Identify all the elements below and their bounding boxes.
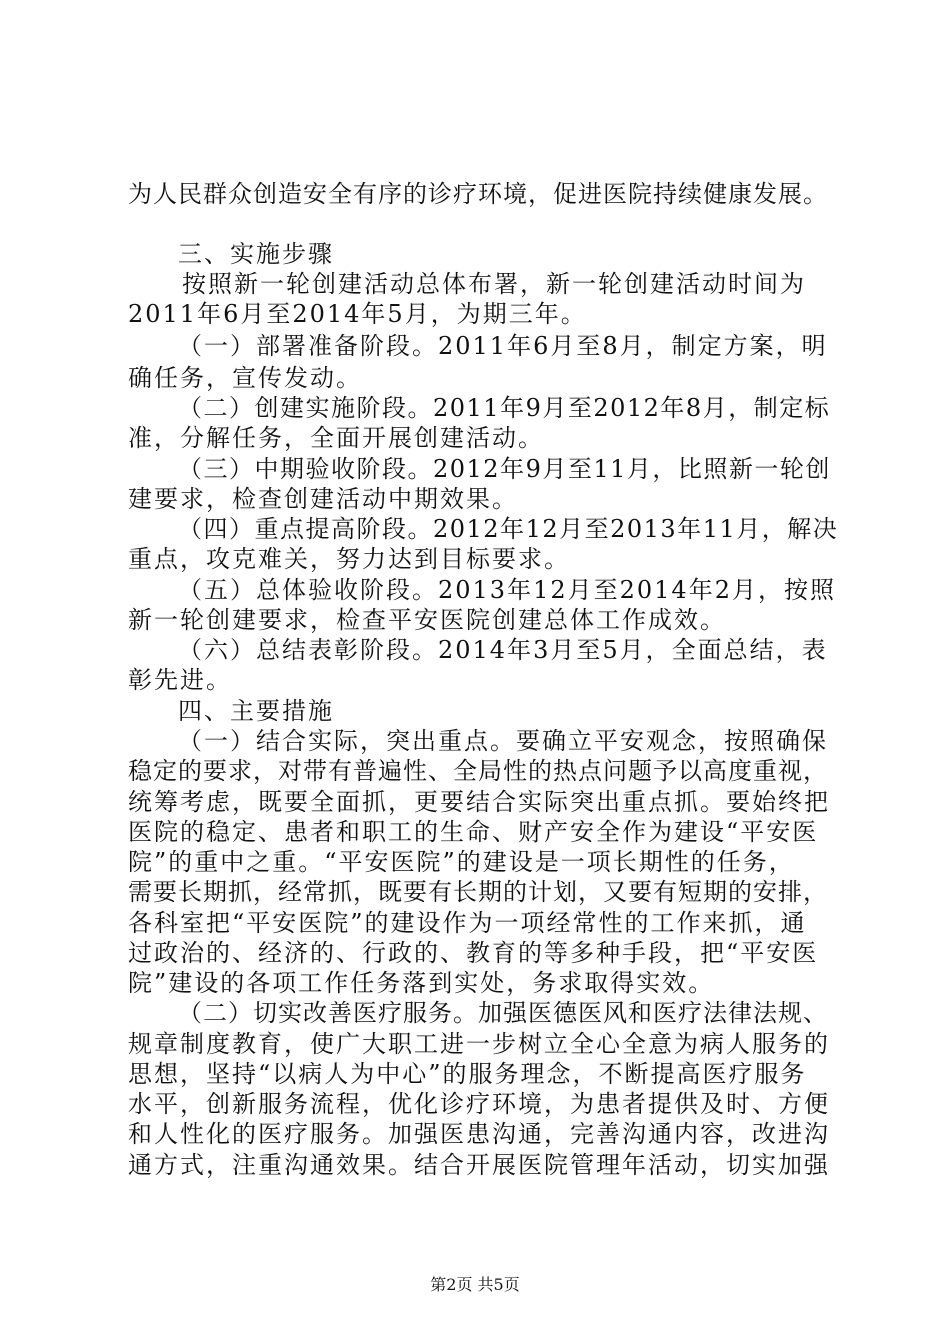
text-line: （三）中期验收阶段。2012年9月至11月，比照新一轮创 bbox=[178, 455, 831, 483]
text-line: 院”的重中之重。“平安医院”的建设是一项长期性的任务， bbox=[128, 848, 795, 876]
text-line: 按照新一轮创建活动总体布署，新一轮创建活动时间为 bbox=[182, 270, 806, 298]
text-line: 为人民群众创造安全有序的诊疗环境，促进医院持续健康发展。 bbox=[128, 180, 828, 208]
text-line: （四）重点提高阶段。2012年12月至2013年11月，解决 bbox=[178, 515, 839, 543]
text-line: 稳定的要求，对带有普遍性、全局性的热点问题予以高度重视， bbox=[128, 757, 828, 785]
text-line: （一）部署准备阶段。2011年6月至8月，制定方案，明 bbox=[178, 332, 828, 360]
text-line: 医院的稳定、患者和职工的生命、财产安全作为建设“平安医 bbox=[128, 818, 819, 846]
text-line: 通方式，注重沟通效果。结合开展医院管理年活动，切实加强 bbox=[128, 1151, 830, 1179]
page-number-footer: 第2页 共5页 bbox=[430, 1275, 520, 1294]
section-heading: 四、主要措施 bbox=[178, 697, 334, 725]
text-line: （二）切实改善医疗服务。加强医德医风和医疗法律法规、 bbox=[178, 999, 828, 1027]
text-line: 思想，坚持“以病人为中心”的服务理念，不断提高医疗服务 bbox=[128, 1060, 807, 1088]
text-line: 水平，创新服务流程，优化诊疗环境，为患者提供及时、方便 bbox=[128, 1090, 830, 1118]
text-line: 规章制度教育，使广大职工进一步树立全心全意为病人服务的 bbox=[128, 1030, 830, 1058]
text-line: 院”建设的各项工作任务落到实处，务求取得实效。 bbox=[128, 969, 715, 997]
text-line: 彰先进。 bbox=[128, 666, 232, 694]
text-line: 2011年6月至2014年5月，为期三年。 bbox=[128, 300, 587, 328]
text-line: （一）结合实际，突出重点。要确立平安观念，按照确保 bbox=[178, 727, 828, 755]
text-line: 各科室把“平安医院”的建设作为一项经常性的工作来抓，通 bbox=[128, 909, 807, 937]
text-line: 和人性化的医疗服务。加强医患沟通，完善沟通内容，改进沟 bbox=[128, 1120, 830, 1148]
text-line: 需要长期抓，经常抓，既要有长期的计划，又要有短期的安排， bbox=[128, 878, 828, 906]
text-line: 统筹考虑，既要全面抓，更要结合实际突出重点抓。要始终把 bbox=[128, 788, 830, 816]
text-line: （五）总体验收阶段。2013年12月至2014年2月，按照 bbox=[178, 576, 836, 604]
text-line: 过政治的、经济的、行政的、教育的等多种手段，把“平安医 bbox=[128, 939, 819, 967]
section-heading: 三、实施步骤 bbox=[178, 240, 334, 268]
text-line: （六）总结表彰阶段。2014年3月至5月，全面总结，表 bbox=[178, 636, 828, 664]
text-line: 建要求，检查创建活动中期效果。 bbox=[128, 485, 518, 513]
text-line: （二）创建实施阶段。2011年9月至2012年8月，制定标 bbox=[178, 394, 831, 422]
text-line: 重点，攻克难关，努力达到目标要求。 bbox=[128, 545, 570, 573]
text-line: 新一轮创建要求，检查平安医院创建总体工作成效。 bbox=[128, 606, 726, 634]
text-line: 确任务，宣传发动。 bbox=[128, 364, 362, 392]
text-line: 准，分解任务，全面开展创建活动。 bbox=[128, 424, 544, 452]
